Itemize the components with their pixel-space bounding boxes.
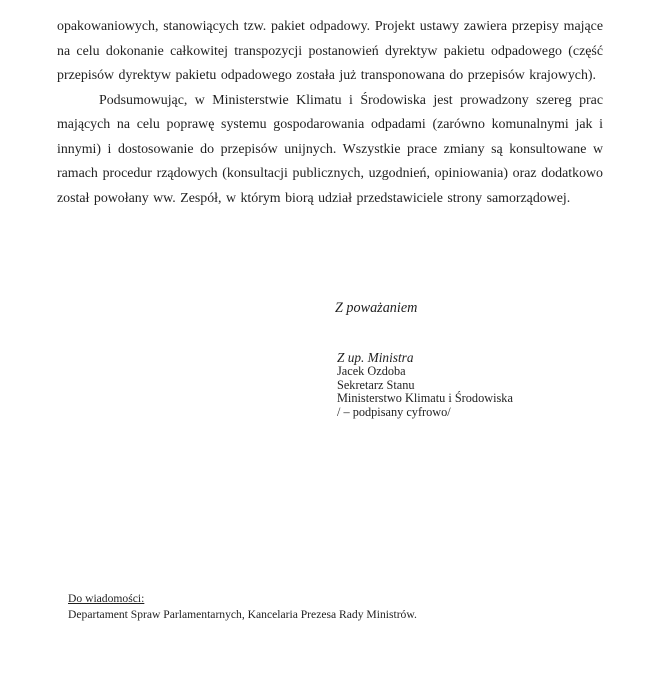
signature-ministry: Ministerstwo Klimatu i Środowiska	[337, 391, 513, 406]
cc-recipients: Departament Spraw Parlamentarnych, Kancelaria Prezesa Rady Ministrów.	[68, 607, 417, 621]
signature-on-behalf: Z up. Ministra	[337, 350, 414, 365]
signature-block	[337, 351, 513, 420]
cc-heading: Do wiadomości:	[68, 592, 145, 605]
letter-body	[57, 15, 603, 211]
closing-salutation: Z poważaniem	[335, 300, 418, 316]
cc-section	[68, 591, 417, 622]
paragraph-summary: Podsumowując, w Ministerstwie Klimatu i Środowiska jest prowadzony szereg prac mających na celu poprawę systemu gospodarowania odpadami (zarówno komunalnymi jak i innymi) i dostosowanie do przepisów unijnych. Wszystkie prace zmiany są konsultowane w ramach procedur rządowych (konsultacji publicznych, uzgodnień, opiniowania) oraz dodatkowo został powołany ww. Zespół, w którym biorą udział przedstawiciele strony samorządowej.	[57, 92, 603, 206]
paragraph-waste-package: opakowaniowych, stanowiących tzw. pakiet odpadowy. Projekt ustawy zawiera przepisy mające na celu dokonanie całkowitej transpozycji postanowień dyrektyw pakietu odpadowego (część przepisów dyrektyw pakietu odpadowego została już transponowana do przepisów krajowych).	[57, 19, 603, 83]
signature-digital-note: / – podpisany cyfrowo/	[337, 405, 451, 420]
signature-name: Jacek Ozdoba	[337, 363, 406, 378]
signature-role: Sekretarz Stanu	[337, 377, 415, 392]
